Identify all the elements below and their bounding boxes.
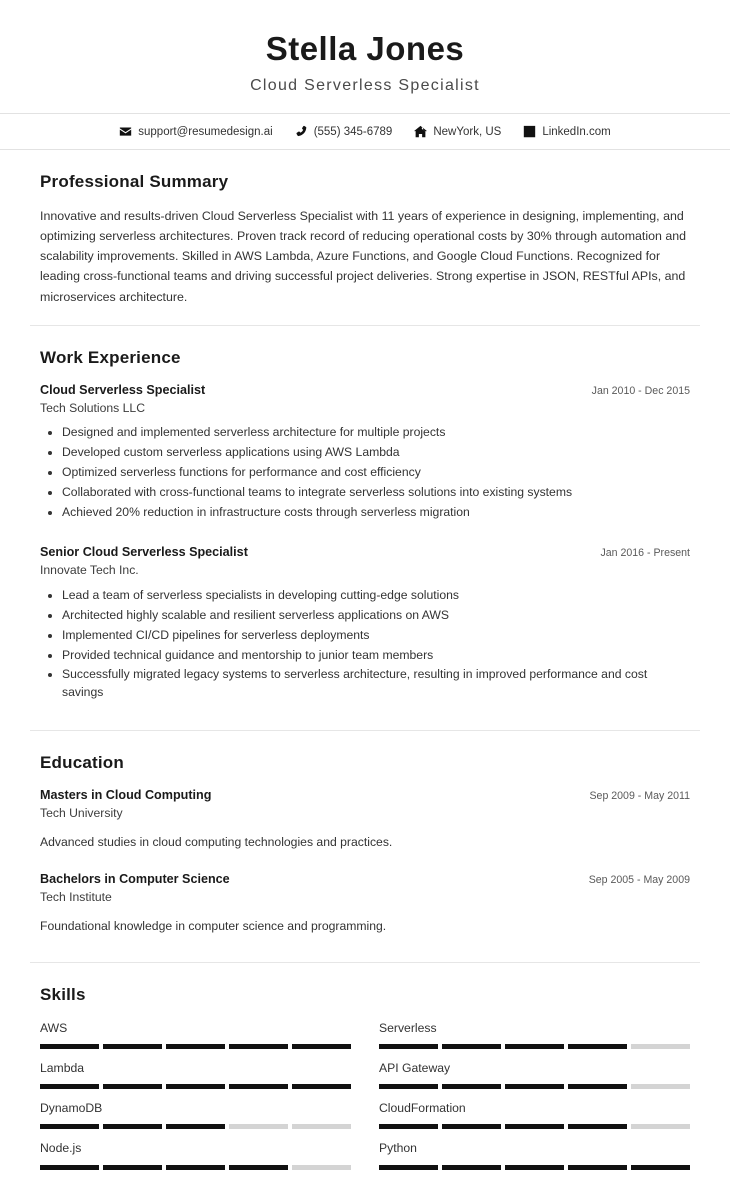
list-item: • Optimized serverless functions for performance and cost efficiency xyxy=(62,464,690,481)
skill-item xyxy=(379,1099,690,1139)
skill-level-bar xyxy=(379,1165,690,1170)
skill-item xyxy=(379,1059,690,1099)
education-entry-date: Sep 2009 - May 2011 xyxy=(589,789,690,802)
spacer xyxy=(40,940,690,962)
skill-level-segment xyxy=(40,1084,99,1089)
work-entry xyxy=(40,544,690,707)
skill-level-segment xyxy=(568,1084,627,1089)
education-entry-description: Advanced studies in cloud computing technologies and practices. xyxy=(40,835,393,850)
envelope-icon xyxy=(119,125,132,138)
work-entry-title: Senior Cloud Serverless Specialist xyxy=(40,545,248,560)
skill-level-segment xyxy=(103,1124,162,1129)
skill-level-segment xyxy=(166,1165,225,1170)
work-entry-bullets xyxy=(40,424,690,521)
skill-level-segment xyxy=(442,1165,501,1170)
contact-location[interactable] xyxy=(414,125,501,138)
skill-level-segment xyxy=(631,1044,690,1049)
contact-email-label: support@resumedesign.ai xyxy=(138,125,273,138)
list-item: • Implemented CI/CD pipelines for serverless deployments xyxy=(62,627,690,644)
skill-level-bar xyxy=(379,1084,690,1089)
resume-header xyxy=(0,0,730,113)
skill-level-segment xyxy=(505,1044,564,1049)
skill-level-segment xyxy=(292,1084,351,1089)
list-item: • Designed and implemented serverless architecture for multiple projects xyxy=(62,424,690,441)
skill-name: DynamoDB xyxy=(40,1101,103,1116)
resume-body xyxy=(0,150,730,1190)
section-education xyxy=(0,731,730,962)
skill-level-segment xyxy=(442,1044,501,1049)
skill-level-bar xyxy=(379,1044,690,1049)
skill-level-segment xyxy=(166,1044,225,1049)
skill-level-segment xyxy=(103,1044,162,1049)
skill-level-segment xyxy=(505,1084,564,1089)
section-title-skills: Skills xyxy=(40,984,86,1004)
work-entry-org: Innovate Tech Inc. xyxy=(40,563,139,578)
skill-item xyxy=(379,1019,690,1059)
skill-name: Lambda xyxy=(40,1060,85,1075)
skill-level-segment xyxy=(568,1044,627,1049)
work-entry-bullets xyxy=(40,587,690,701)
education-entry-title: Masters in Cloud Computing xyxy=(40,787,212,802)
skill-name: Serverless xyxy=(379,1020,437,1035)
section-title-education: Education xyxy=(40,752,124,772)
list-item: • Lead a team of serverless specialists in developing cutting-edge solutions xyxy=(62,587,690,604)
header-subtitle: Cloud Serverless Specialist xyxy=(250,76,480,94)
work-entry-title: Cloud Serverless Specialist xyxy=(40,382,206,397)
education-entry xyxy=(40,871,690,940)
work-entry-org: Tech Solutions LLC xyxy=(40,400,146,415)
work-entry-header xyxy=(40,382,690,399)
education-entry-description: Foundational knowledge in computer science and programming. xyxy=(40,919,387,934)
list-item: • Achieved 20% reduction in infrastructure costs through serverless migration xyxy=(62,504,690,521)
skill-level-bar xyxy=(40,1084,351,1089)
skill-level-segment xyxy=(505,1124,564,1129)
education-entry-org: Tech University xyxy=(40,805,123,820)
skill-level-segment xyxy=(631,1165,690,1170)
work-entry-date: Jan 2010 - Dec 2015 xyxy=(591,384,690,397)
contact-phone[interactable] xyxy=(295,125,393,138)
section-professional-summary xyxy=(0,150,730,324)
home-icon xyxy=(414,125,427,138)
contact-email[interactable] xyxy=(119,125,272,138)
skill-item xyxy=(40,1099,351,1139)
skill-level-segment xyxy=(442,1124,501,1129)
contact-linkedin-label: LinkedIn.com xyxy=(542,125,611,138)
section-skills xyxy=(0,963,730,1190)
linkedin-icon xyxy=(523,125,536,138)
education-entry-title: Bachelors in Computer Science xyxy=(40,871,230,886)
contact-linkedin[interactable] xyxy=(523,125,610,138)
spacer xyxy=(40,527,690,544)
skill-item xyxy=(40,1139,351,1179)
skill-level-segment xyxy=(292,1124,351,1129)
skills-grid xyxy=(40,1019,690,1190)
contact-bar xyxy=(0,113,730,150)
section-work-experience xyxy=(0,326,730,730)
list-item: • Provided technical guidance and mentorship to junior team members xyxy=(62,647,690,664)
list-item: • Collaborated with cross-functional teams to integrate serverless solutions into existing systems xyxy=(62,484,690,501)
spacer xyxy=(40,708,690,730)
skill-item xyxy=(40,1019,351,1059)
list-item: • Architected highly scalable and resilient serverless applications on AWS xyxy=(62,607,690,624)
skill-level-segment xyxy=(631,1124,690,1129)
skill-level-segment xyxy=(166,1084,225,1089)
summary-text: Innovative and results-driven Cloud Serverless Specialist with 11 years of experience in designing, implementing, and optimizing serverless architectures. Proven track record of reducing operational costs by 30% through automation and scalability improvements. Skilled in AWS Lambda, Azure Functions, and Google Cloud Functions. Recognized for leading cross-functional teams and driving successful project deliveries. Strong expertise in JSON, RESTful APIs, and microservices architecture. xyxy=(40,209,687,304)
section-title-work: Work Experience xyxy=(40,347,181,367)
list-item: • Successfully migrated legacy systems to serverless architecture, resulting in improved performance and cost savings xyxy=(62,666,690,701)
skill-level-segment xyxy=(379,1124,438,1129)
skill-level-segment xyxy=(631,1084,690,1089)
work-entry xyxy=(40,382,690,528)
skill-level-segment xyxy=(229,1124,288,1129)
education-entry-header xyxy=(40,871,690,888)
skill-level-segment xyxy=(568,1124,627,1129)
skill-level-segment xyxy=(505,1165,564,1170)
skill-level-segment xyxy=(229,1044,288,1049)
contact-location-label: NewYork, US xyxy=(433,125,502,138)
spacer xyxy=(40,856,690,871)
page-title: Stella Jones xyxy=(265,30,465,67)
skill-name: CloudFormation xyxy=(379,1101,466,1116)
skill-item xyxy=(40,1059,351,1099)
skill-level-segment xyxy=(229,1084,288,1089)
skill-level-bar xyxy=(40,1165,351,1170)
phone-icon xyxy=(295,125,308,138)
skill-level-segment xyxy=(103,1084,162,1089)
skill-level-segment xyxy=(40,1044,99,1049)
work-entry-header xyxy=(40,544,690,561)
skill-level-segment xyxy=(292,1165,351,1170)
skill-level-segment xyxy=(40,1165,99,1170)
skill-level-segment xyxy=(229,1165,288,1170)
skill-name: API Gateway xyxy=(379,1060,451,1075)
skill-level-bar xyxy=(40,1044,351,1049)
skill-name: Node.js xyxy=(40,1141,82,1156)
list-item: • Developed custom serverless applications using AWS Lambda xyxy=(62,444,690,461)
skill-name: AWS xyxy=(40,1020,68,1035)
education-entry-date: Sep 2005 - May 2009 xyxy=(588,873,690,886)
skill-level-bar xyxy=(379,1124,690,1129)
skill-level-segment xyxy=(166,1124,225,1129)
skill-item xyxy=(379,1139,690,1179)
skill-level-segment xyxy=(379,1165,438,1170)
skill-level-bar xyxy=(40,1124,351,1129)
contact-phone-label: (555) 345-6789 xyxy=(313,125,393,138)
skill-level-segment xyxy=(379,1044,438,1049)
work-entry-date: Jan 2016 - Present xyxy=(600,547,690,560)
education-entry-header xyxy=(40,787,690,804)
skill-level-segment xyxy=(442,1084,501,1089)
skill-level-segment xyxy=(292,1044,351,1049)
skill-level-segment xyxy=(103,1165,162,1170)
skill-level-segment xyxy=(40,1124,99,1129)
skill-level-segment xyxy=(568,1165,627,1170)
section-title-summary: Professional Summary xyxy=(40,172,229,192)
education-entry-org: Tech Institute xyxy=(40,889,112,904)
skill-name: Python xyxy=(379,1141,417,1156)
education-entry xyxy=(40,787,690,856)
skill-level-segment xyxy=(379,1084,438,1089)
